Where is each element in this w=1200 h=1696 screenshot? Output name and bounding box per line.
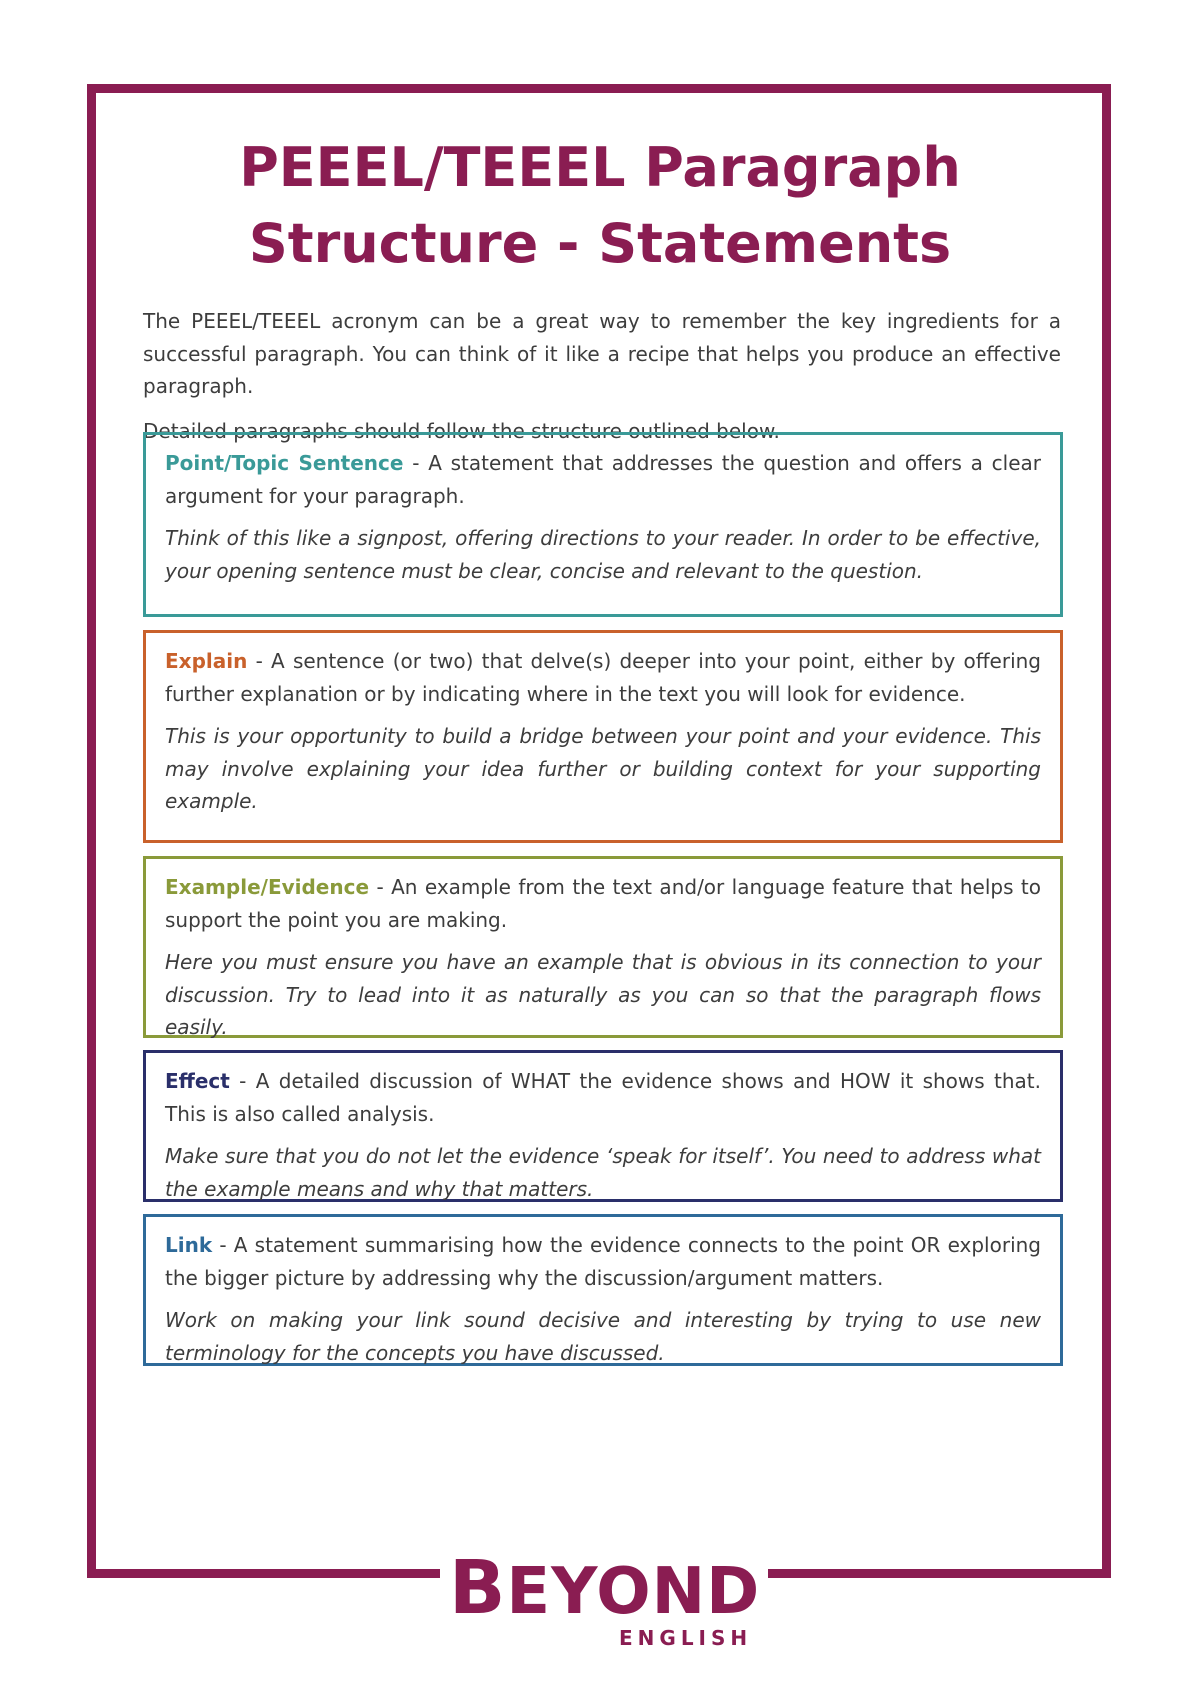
logo-word-rest: EYOND [506,1555,761,1629]
section-explain [143,630,1063,843]
section-tip: This is your opportunity to build a bridge between your point and your evidence. This may involve explaining your idea further or building context for your supporting example. [165,724,1041,813]
section-description [165,1065,1041,1130]
section-term: Point/Topic Sentence [165,451,404,475]
section-term: Effect [165,1069,230,1093]
page-title [0,130,1200,282]
section-tip: Think of this like a signpost, offering directions to your reader. In order to be effective, your opening sentence must be clear, concise and relevant to the question. [165,526,1041,583]
section-description [165,447,1041,512]
title-line-1: PEEEL/TEEEL Paragraph [239,136,961,199]
section-link [143,1214,1063,1366]
section-description-text: - A detailed discussion of WHAT the evidence shows and HOW it shows that. This is also called analysis. [165,1069,1041,1126]
section-term: Example/Evidence [165,875,370,899]
title-line-2: Structure - Statements [248,212,952,275]
intro-paragraph: The PEEEL/TEEEL acronym can be a great way to remember the key ingredients for a successful paragraph. You can think of it like a recipe that helps you produce an effective paragraph. [143,309,1061,398]
section-description-text: - A statement that addresses the question and offers a clear argument for your paragraph. [165,451,1041,508]
section-description [165,645,1041,710]
beyond-english-logo [449,1545,761,1658]
section-tip: Here you must ensure you have an example that is obvious in its connection to your discussion. Try to lead into it as naturally as you can so that the paragraph flows easily. [165,950,1041,1039]
logo-subtitle: ENGLISH [619,1626,753,1650]
section-term: Link [165,1233,213,1257]
section-description [165,1229,1041,1294]
section-description-text: - An example from the text and/or language feature that helps to support the point you are making. [165,875,1041,932]
section-tip: Make sure that you do not let the evidence ‘speak for itself’. You need to address what the example means and why that matters. [165,1144,1041,1201]
section-term: Explain [165,649,248,673]
logo-initial: B [449,1545,507,1631]
section-description-text: - A sentence (or two) that delve(s) deeper into your point, either by offering further explanation or by indicating where in the text you will look for evidence. [165,649,1041,706]
intro-structure-note: Detailed paragraphs should follow the structure outlined below. [143,418,780,443]
section-effect [143,1050,1063,1202]
section-example [143,856,1063,1038]
section-point [143,432,1063,617]
logo-wordmark [449,1545,761,1632]
section-tip: Work on making your link sound decisive and interesting by trying to use new terminology for the concepts you have discussed. [165,1308,1041,1365]
section-description-text: - A statement summarising how the evidence connects to the point OR exploring the bigger picture by addressing why the discussion/argument matters. [165,1233,1041,1290]
intro [143,305,1061,447]
section-description [165,871,1041,936]
